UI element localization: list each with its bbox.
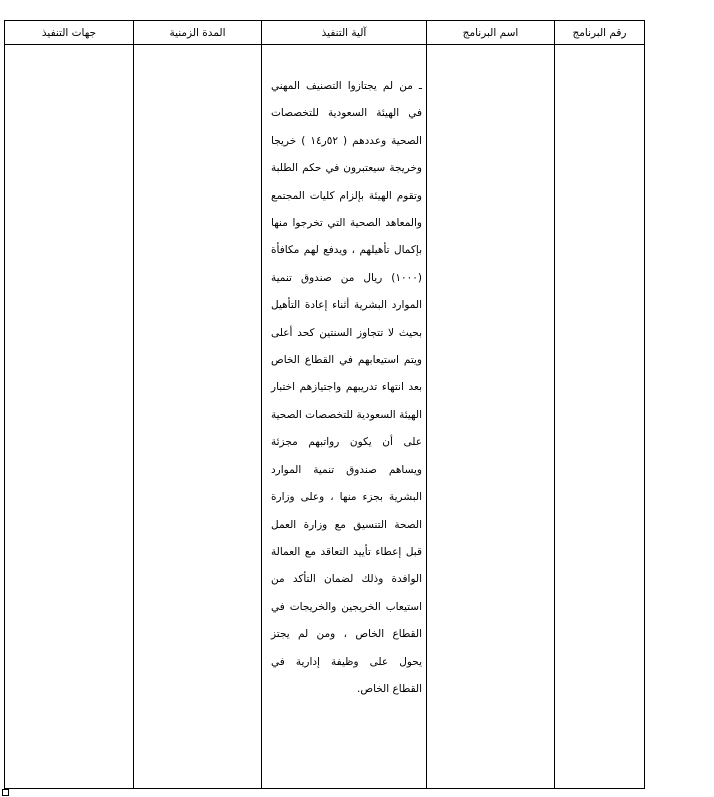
header-executing-bodies: جهات التنفيذ bbox=[5, 21, 134, 45]
cell-program-name bbox=[427, 45, 555, 789]
cell-program-number bbox=[555, 45, 645, 789]
header-execution-mechanism: آلية التنفيذ bbox=[262, 21, 427, 45]
table-row bbox=[5, 45, 645, 789]
program-table bbox=[4, 20, 645, 789]
header-program-name: اسم البرنامج bbox=[427, 21, 555, 45]
header-program-number: رقم البرنامج bbox=[555, 21, 645, 45]
cell-time-period bbox=[134, 45, 262, 789]
anchor-mark bbox=[2, 789, 9, 796]
header-time-period: المدة الزمنية bbox=[134, 21, 262, 45]
cell-execution-mechanism bbox=[262, 45, 427, 789]
cell-executing-bodies bbox=[5, 45, 134, 789]
execution-mechanism-text: ـ من لم يجتازوا التصنيف المهني في الهيئة السعودية للتخصصات الصحية وعددهم ( ٥٢ر١٤ ) خريجا وخريجة سيعتبرون في حكم الطلبة وتقوم الهيئة بإلزام كليات المجتمع والمعاهد الصحية التي تخرجوا منها بإكمال تأهيلهم ، ويدفع لهم مكافأة (١٠٠٠) ريال من صندوق تنمية الموارد البشرية أثناء إعادة التأهيل بحيث لا تتجاوز السنتين كحد أعلى ويتم استيعابهم في القطاع الخاص بعد انتهاء تدريبهم واجتيازهم اختبار الهيئة السعودية للتخصصات الصحية على أن يكون رواتبهم مجزئة ويساهم صندوق تنمية الموارد البشرية بجزء منها ، وعلى وزارة الصحة التنسيق مع وزارة العمل قبل إعطاء تأييد التعاقد مع العمالة الوافدة وذلك لضمان التأكد من استيعاب الخريجين والخريجات في القطاع الخاص ، ومن لم يجتز يحول على وظيفة إدارية في القطاع الخاص. bbox=[271, 80, 422, 695]
table-header-row bbox=[5, 21, 645, 45]
